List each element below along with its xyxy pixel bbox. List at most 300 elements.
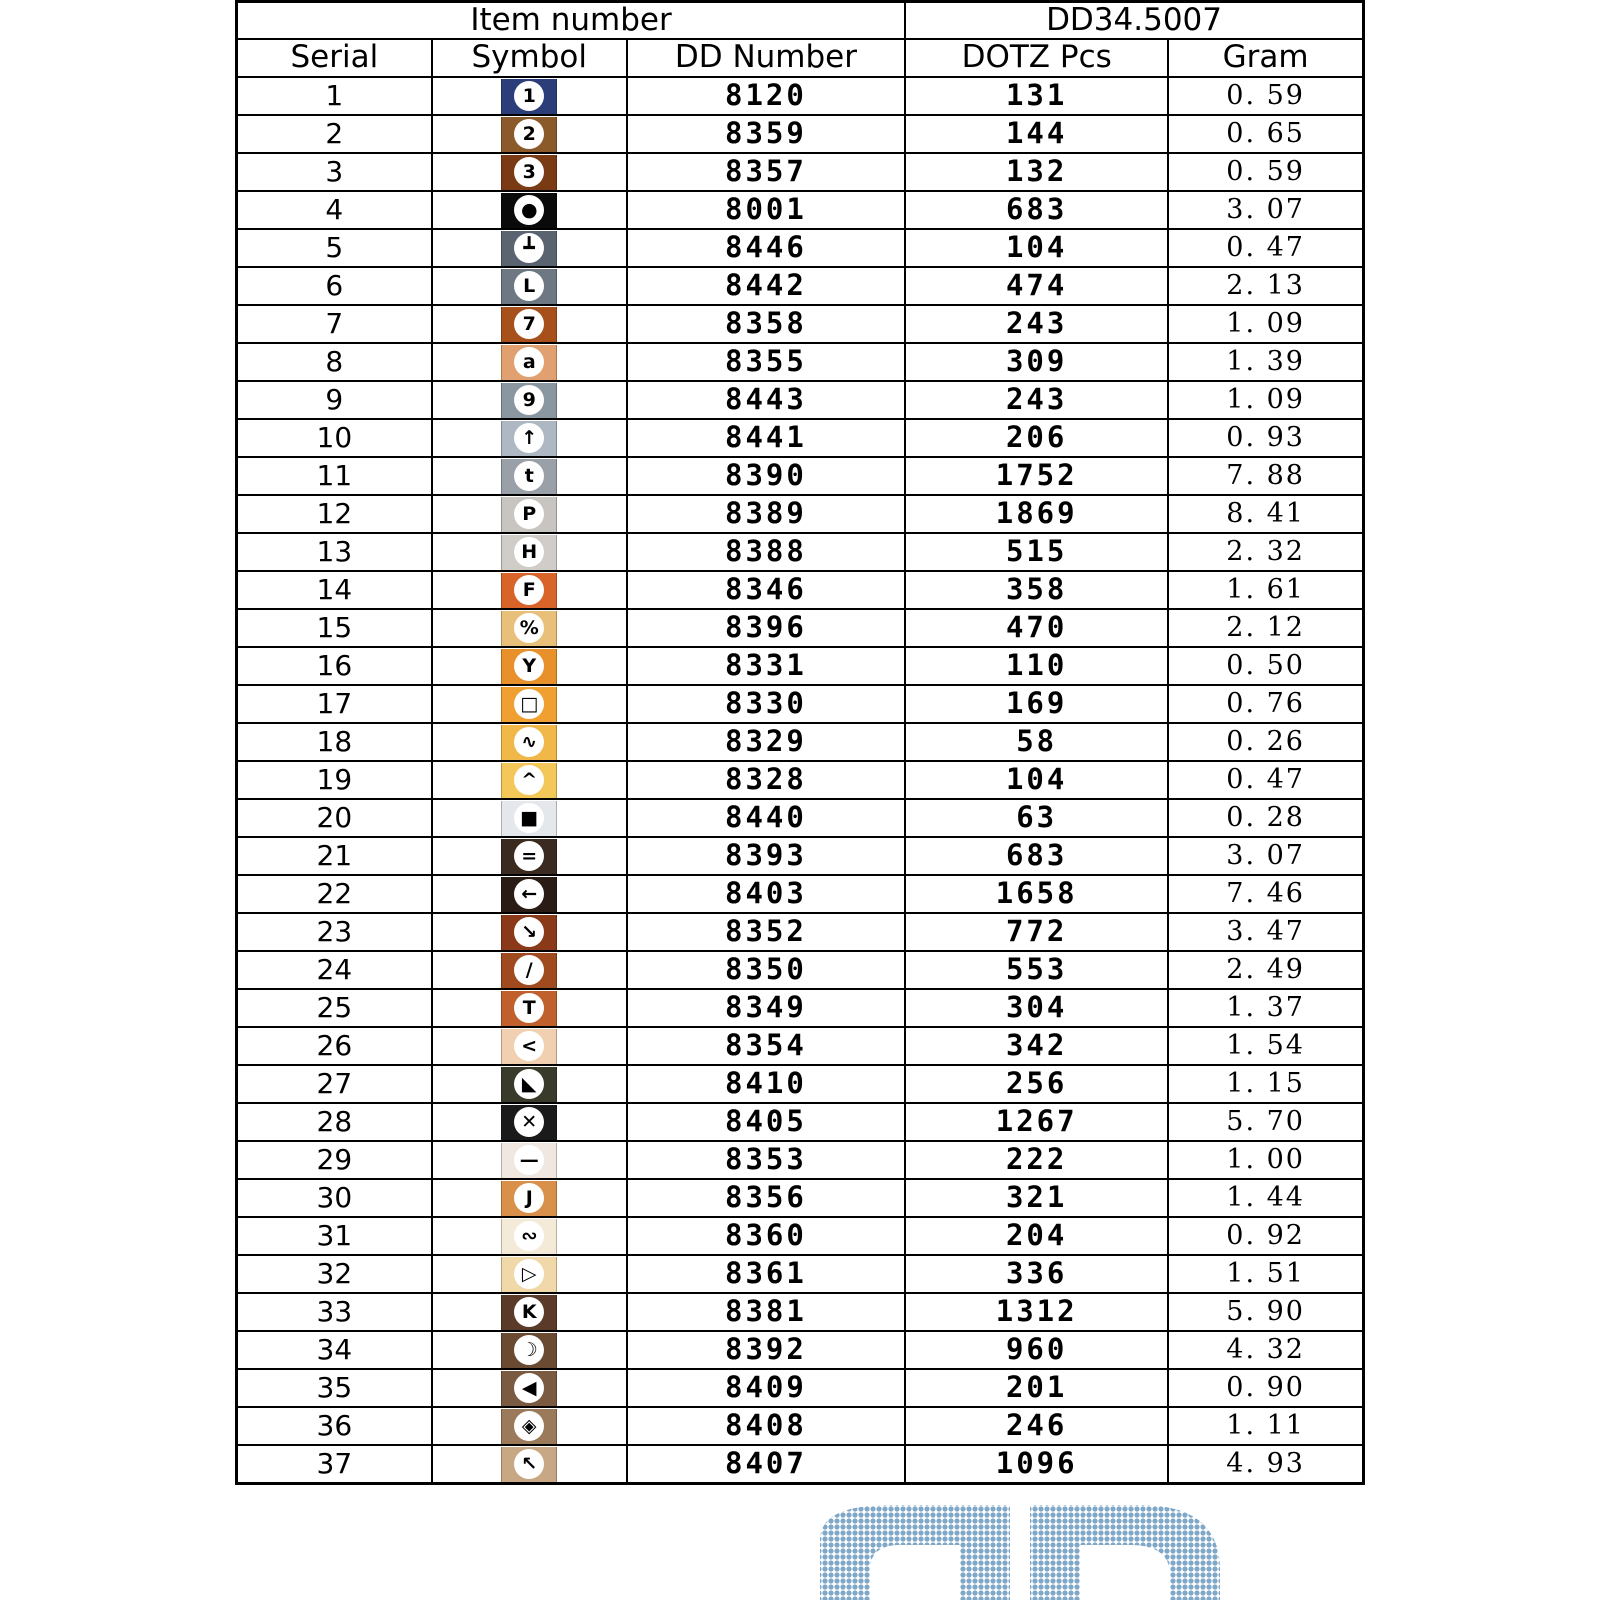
serial-cell: 29: [237, 1141, 432, 1179]
symbol-icon: L: [514, 271, 544, 301]
symbol-icon: ∿: [514, 727, 544, 757]
dotz-pcs-cell: 321: [905, 1179, 1168, 1217]
symbol-icon: ∾: [514, 1221, 544, 1251]
header-symbol: Symbol: [432, 39, 627, 76]
serial-cell: 16: [237, 647, 432, 685]
gram-cell: 7. 46: [1168, 875, 1363, 913]
symbol-cell: [432, 875, 627, 913]
dd-number-cell: 8396: [627, 609, 905, 647]
color-swatch: [501, 991, 557, 1026]
symbol-cell: [432, 609, 627, 647]
table-row: [237, 191, 1364, 229]
symbol-icon: ◀: [514, 1373, 544, 1403]
table-row: [237, 799, 1364, 837]
gram-cell: 0. 59: [1168, 153, 1363, 191]
dd-number-cell: 8388: [627, 533, 905, 571]
gram-cell: 4. 93: [1168, 1445, 1363, 1484]
serial-cell: 21: [237, 837, 432, 875]
color-swatch: [501, 953, 557, 988]
table-body: [237, 77, 1364, 1484]
table-row: [237, 1141, 1364, 1179]
symbol-cell: [432, 533, 627, 571]
symbol-cell: [432, 1407, 627, 1445]
color-swatch: [501, 1447, 557, 1482]
serial-cell: 5: [237, 229, 432, 267]
symbol-icon: ▷: [514, 1259, 544, 1289]
symbol-icon: T: [514, 993, 544, 1023]
color-swatch: [501, 117, 557, 152]
color-swatch: [501, 1409, 557, 1444]
color-swatch: [501, 1257, 557, 1292]
serial-cell: 13: [237, 533, 432, 571]
dotz-pcs-cell: 1096: [905, 1445, 1168, 1484]
dotz-pcs-cell: 304: [905, 989, 1168, 1027]
dd-number-cell: 8356: [627, 1179, 905, 1217]
table-row: [237, 1065, 1364, 1103]
table-row: [237, 875, 1364, 913]
dotz-pcs-cell: 1752: [905, 457, 1168, 495]
symbol-icon: 3: [514, 157, 544, 187]
serial-cell: 23: [237, 913, 432, 951]
symbol-icon: K: [514, 1297, 544, 1327]
logo-left-d: [820, 1505, 1010, 1600]
gram-cell: 2. 49: [1168, 951, 1363, 989]
dotz-pcs-cell: 1869: [905, 495, 1168, 533]
symbol-cell: [432, 267, 627, 305]
gram-cell: 0. 26: [1168, 723, 1363, 761]
gram-cell: 0. 47: [1168, 229, 1363, 267]
column-header-row: [237, 39, 1364, 76]
symbol-icon: 1: [514, 81, 544, 111]
gram-cell: 2. 12: [1168, 609, 1363, 647]
dd-number-cell: 8409: [627, 1369, 905, 1407]
color-swatch: [501, 1181, 557, 1216]
gram-cell: 1. 61: [1168, 571, 1363, 609]
symbol-icon: <: [514, 1031, 544, 1061]
symbol-cell: [432, 1103, 627, 1141]
dd-number-cell: 8349: [627, 989, 905, 1027]
dd-number-cell: 8381: [627, 1293, 905, 1331]
serial-cell: 18: [237, 723, 432, 761]
symbol-icon: ←: [514, 879, 544, 909]
dd-number-cell: 8360: [627, 1217, 905, 1255]
table-row: [237, 1407, 1364, 1445]
color-swatch: [501, 193, 557, 228]
serial-cell: 8: [237, 343, 432, 381]
symbol-icon: a: [514, 347, 544, 377]
serial-cell: 30: [237, 1179, 432, 1217]
gram-cell: 0. 93: [1168, 419, 1363, 457]
color-swatch: [501, 1295, 557, 1330]
dotz-pcs-cell: 683: [905, 837, 1168, 875]
color-swatch: [501, 1371, 557, 1406]
table-row: [237, 533, 1364, 571]
symbol-icon: P: [514, 499, 544, 529]
color-swatch: [501, 1105, 557, 1140]
item-number-value: DD34.5007: [905, 2, 1363, 40]
serial-cell: 33: [237, 1293, 432, 1331]
color-swatch: [501, 497, 557, 532]
symbol-cell: [432, 495, 627, 533]
table-row: [237, 837, 1364, 875]
gram-cell: 1. 00: [1168, 1141, 1363, 1179]
symbol-cell: [432, 1141, 627, 1179]
color-swatch: [501, 725, 557, 760]
color-swatch: [501, 611, 557, 646]
symbol-icon: —: [514, 1145, 544, 1175]
symbol-cell: [432, 1369, 627, 1407]
dotz-pcs-cell: 246: [905, 1407, 1168, 1445]
table-row: [237, 1179, 1364, 1217]
table-row: [237, 495, 1364, 533]
dotz-pcs-cell: 169: [905, 685, 1168, 723]
serial-cell: 36: [237, 1407, 432, 1445]
serial-cell: 22: [237, 875, 432, 913]
symbol-icon: %: [514, 613, 544, 643]
dotz-pcs-cell: 474: [905, 267, 1168, 305]
header-dotz-pcs: DOTZ Pcs: [905, 39, 1168, 76]
table-row: [237, 267, 1364, 305]
dd-number-cell: 8328: [627, 761, 905, 799]
serial-cell: 1: [237, 77, 432, 115]
serial-cell: 2: [237, 115, 432, 153]
symbol-cell: [432, 381, 627, 419]
table-row: [237, 343, 1364, 381]
gram-cell: 0. 50: [1168, 647, 1363, 685]
dd-number-cell: 8440: [627, 799, 905, 837]
dd-number-cell: 8346: [627, 571, 905, 609]
color-swatch: [501, 269, 557, 304]
symbol-cell: [432, 1293, 627, 1331]
symbol-cell: [432, 1255, 627, 1293]
serial-cell: 37: [237, 1445, 432, 1484]
dd-number-cell: 8408: [627, 1407, 905, 1445]
symbol-icon: ↑: [514, 423, 544, 453]
table-row: [237, 761, 1364, 799]
dotz-pcs-cell: 131: [905, 77, 1168, 115]
dd-number-cell: 8389: [627, 495, 905, 533]
gram-cell: 3. 07: [1168, 191, 1363, 229]
table-row: [237, 419, 1364, 457]
gram-cell: 2. 13: [1168, 267, 1363, 305]
gram-cell: 1. 09: [1168, 381, 1363, 419]
gram-cell: 3. 47: [1168, 913, 1363, 951]
gram-cell: 1. 54: [1168, 1027, 1363, 1065]
dd-number-cell: 8390: [627, 457, 905, 495]
table-row: [237, 381, 1364, 419]
color-swatch: [501, 877, 557, 912]
serial-cell: 19: [237, 761, 432, 799]
gram-cell: 0. 65: [1168, 115, 1363, 153]
dd-number-cell: 8405: [627, 1103, 905, 1141]
dd-number-cell: 8446: [627, 229, 905, 267]
dotz-pcs-cell: 358: [905, 571, 1168, 609]
color-swatch: [501, 345, 557, 380]
symbol-icon: 2: [514, 119, 544, 149]
table-row: [237, 913, 1364, 951]
serial-cell: 28: [237, 1103, 432, 1141]
dd-number-cell: 8353: [627, 1141, 905, 1179]
dotz-pcs-cell: 772: [905, 913, 1168, 951]
symbol-icon: ■: [514, 803, 544, 833]
gram-cell: 0. 59: [1168, 77, 1363, 115]
serial-cell: 31: [237, 1217, 432, 1255]
dd-number-cell: 8443: [627, 381, 905, 419]
gram-cell: 1. 09: [1168, 305, 1363, 343]
dotz-pcs-cell: 144: [905, 115, 1168, 153]
symbol-cell: [432, 989, 627, 1027]
table-row: [237, 153, 1364, 191]
dotz-pcs-cell: 553: [905, 951, 1168, 989]
gram-cell: 0. 90: [1168, 1369, 1363, 1407]
symbol-cell: [432, 115, 627, 153]
gram-cell: 1. 39: [1168, 343, 1363, 381]
color-swatch: [501, 687, 557, 722]
symbol-icon: ☽: [514, 1335, 544, 1365]
dd-number-cell: 8001: [627, 191, 905, 229]
dd-number-cell: 8330: [627, 685, 905, 723]
dotz-pcs-cell: 204: [905, 1217, 1168, 1255]
logo-right-d: [1030, 1505, 1220, 1600]
symbol-icon: F: [514, 575, 544, 605]
serial-cell: 20: [237, 799, 432, 837]
symbol-cell: [432, 685, 627, 723]
color-swatch: [501, 421, 557, 456]
table-row: [237, 305, 1364, 343]
symbol-cell: [432, 723, 627, 761]
gram-cell: 5. 70: [1168, 1103, 1363, 1141]
serial-cell: 15: [237, 609, 432, 647]
serial-cell: 35: [237, 1369, 432, 1407]
symbol-icon: 9: [514, 385, 544, 415]
color-swatch: [501, 1219, 557, 1254]
dotz-pcs-cell: 243: [905, 305, 1168, 343]
table-row: [237, 1217, 1364, 1255]
dotz-pcs-cell: 132: [905, 153, 1168, 191]
dotz-pcs-cell: 104: [905, 229, 1168, 267]
color-swatch: [501, 801, 557, 836]
color-swatch: [501, 1333, 557, 1368]
color-swatch: [501, 231, 557, 266]
dd-number-cell: 8393: [627, 837, 905, 875]
dotz-pcs-cell: 222: [905, 1141, 1168, 1179]
table-row: [237, 989, 1364, 1027]
symbol-cell: [432, 1179, 627, 1217]
gram-cell: 0. 47: [1168, 761, 1363, 799]
gram-cell: 8. 41: [1168, 495, 1363, 533]
dotz-pcs-cell: 243: [905, 381, 1168, 419]
symbol-cell: [432, 1445, 627, 1484]
symbol-cell: [432, 457, 627, 495]
symbol-cell: [432, 153, 627, 191]
symbol-cell: [432, 647, 627, 685]
dd-number-cell: 8403: [627, 875, 905, 913]
serial-cell: 12: [237, 495, 432, 533]
serial-cell: 24: [237, 951, 432, 989]
symbol-icon: ◣: [514, 1069, 544, 1099]
color-swatch: [501, 915, 557, 950]
dd-number-cell: 8358: [627, 305, 905, 343]
serial-cell: 14: [237, 571, 432, 609]
color-swatch: [501, 155, 557, 190]
header-gram: Gram: [1168, 39, 1363, 76]
dotz-pcs-cell: 256: [905, 1065, 1168, 1103]
serial-cell: 7: [237, 305, 432, 343]
symbol-icon: □: [514, 689, 544, 719]
symbol-icon: t: [514, 461, 544, 491]
symbol-icon: ↘: [514, 917, 544, 947]
dd-number-cell: 8329: [627, 723, 905, 761]
header-dd-number: DD Number: [627, 39, 905, 76]
dotz-pcs-cell: 336: [905, 1255, 1168, 1293]
symbol-cell: [432, 229, 627, 267]
table-row: [237, 1331, 1364, 1369]
header-serial: Serial: [237, 39, 432, 76]
table-row: [237, 1255, 1364, 1293]
dd-number-cell: 8407: [627, 1445, 905, 1484]
symbol-icon: ┻: [514, 233, 544, 263]
dd-logo-icon: [810, 1500, 1230, 1600]
serial-cell: 32: [237, 1255, 432, 1293]
table-row: [237, 571, 1364, 609]
table-row: [237, 723, 1364, 761]
dotz-pcs-cell: 58: [905, 723, 1168, 761]
gram-cell: 1. 37: [1168, 989, 1363, 1027]
dotz-pcs-cell: 960: [905, 1331, 1168, 1369]
dotz-pcs-cell: 309: [905, 343, 1168, 381]
serial-cell: 3: [237, 153, 432, 191]
gram-cell: 1. 51: [1168, 1255, 1363, 1293]
table-row: [237, 1027, 1364, 1065]
gram-cell: 5. 90: [1168, 1293, 1363, 1331]
symbol-icon: ✕: [514, 1107, 544, 1137]
dd-number-cell: 8359: [627, 115, 905, 153]
color-swatch: [501, 535, 557, 570]
serial-cell: 25: [237, 989, 432, 1027]
serial-cell: 9: [237, 381, 432, 419]
gram-cell: 0. 28: [1168, 799, 1363, 837]
gram-cell: 7. 88: [1168, 457, 1363, 495]
symbol-cell: [432, 1027, 627, 1065]
dotz-pcs-cell: 1658: [905, 875, 1168, 913]
serial-cell: 10: [237, 419, 432, 457]
item-number-label: Item number: [237, 2, 906, 40]
color-chart-table: [235, 0, 1365, 1485]
table-row: [237, 115, 1364, 153]
symbol-icon: ^: [514, 765, 544, 795]
color-swatch: [501, 307, 557, 342]
dotz-pcs-cell: 206: [905, 419, 1168, 457]
symbol-icon: Y: [514, 651, 544, 681]
dotz-pcs-cell: 110: [905, 647, 1168, 685]
color-swatch: [501, 1067, 557, 1102]
dotz-pcs-cell: 201: [905, 1369, 1168, 1407]
dotz-pcs-cell: 1312: [905, 1293, 1168, 1331]
symbol-cell: [432, 419, 627, 457]
table-row: [237, 1103, 1364, 1141]
dotz-pcs-cell: 63: [905, 799, 1168, 837]
symbol-cell: [432, 799, 627, 837]
table-row: [237, 647, 1364, 685]
dd-number-cell: 8355: [627, 343, 905, 381]
dd-number-cell: 8442: [627, 267, 905, 305]
dotz-pcs-cell: 104: [905, 761, 1168, 799]
symbol-icon: ◈: [514, 1411, 544, 1441]
symbol-icon: 7: [514, 309, 544, 339]
serial-cell: 6: [237, 267, 432, 305]
symbol-icon: ●: [514, 195, 544, 225]
symbol-icon: =: [514, 841, 544, 871]
table-row: [237, 685, 1364, 723]
symbol-cell: [432, 837, 627, 875]
dotz-pcs-cell: 1267: [905, 1103, 1168, 1141]
symbol-cell: [432, 343, 627, 381]
serial-cell: 26: [237, 1027, 432, 1065]
serial-cell: 4: [237, 191, 432, 229]
table-row: [237, 1369, 1364, 1407]
gram-cell: 2. 32: [1168, 533, 1363, 571]
color-swatch: [501, 763, 557, 798]
dotz-pcs-cell: 470: [905, 609, 1168, 647]
symbol-icon: /: [514, 955, 544, 985]
color-swatch: [501, 1029, 557, 1064]
color-swatch: [501, 79, 557, 114]
gram-cell: 1. 15: [1168, 1065, 1363, 1103]
symbol-cell: [432, 571, 627, 609]
symbol-cell: [432, 305, 627, 343]
serial-cell: 11: [237, 457, 432, 495]
table-row: [237, 951, 1364, 989]
serial-cell: 34: [237, 1331, 432, 1369]
color-swatch: [501, 839, 557, 874]
gram-cell: 4. 32: [1168, 1331, 1363, 1369]
dd-number-cell: 8354: [627, 1027, 905, 1065]
gram-cell: 0. 92: [1168, 1217, 1363, 1255]
dd-number-cell: 8357: [627, 153, 905, 191]
gram-cell: 3. 07: [1168, 837, 1363, 875]
dotz-pcs-cell: 342: [905, 1027, 1168, 1065]
dd-number-cell: 8441: [627, 419, 905, 457]
symbol-cell: [432, 951, 627, 989]
table-row: [237, 77, 1364, 115]
gram-cell: 1. 11: [1168, 1407, 1363, 1445]
gram-cell: 1. 44: [1168, 1179, 1363, 1217]
dd-number-cell: 8410: [627, 1065, 905, 1103]
table-row: [237, 457, 1364, 495]
table-row: [237, 1293, 1364, 1331]
gram-cell: 0. 76: [1168, 685, 1363, 723]
color-swatch: [501, 1143, 557, 1178]
symbol-cell: [432, 913, 627, 951]
dd-number-cell: 8392: [627, 1331, 905, 1369]
symbol-cell: [432, 761, 627, 799]
dotz-pcs-cell: 683: [905, 191, 1168, 229]
color-swatch: [501, 459, 557, 494]
serial-cell: 17: [237, 685, 432, 723]
symbol-cell: [432, 1331, 627, 1369]
symbol-cell: [432, 191, 627, 229]
table-row: [237, 229, 1364, 267]
symbol-icon: ↖: [514, 1449, 544, 1479]
symbol-cell: [432, 77, 627, 115]
dd-number-cell: 8331: [627, 647, 905, 685]
serial-cell: 27: [237, 1065, 432, 1103]
table-row: [237, 1445, 1364, 1484]
dd-number-cell: 8120: [627, 77, 905, 115]
symbol-cell: [432, 1217, 627, 1255]
table-row: [237, 609, 1364, 647]
symbol-cell: [432, 1065, 627, 1103]
